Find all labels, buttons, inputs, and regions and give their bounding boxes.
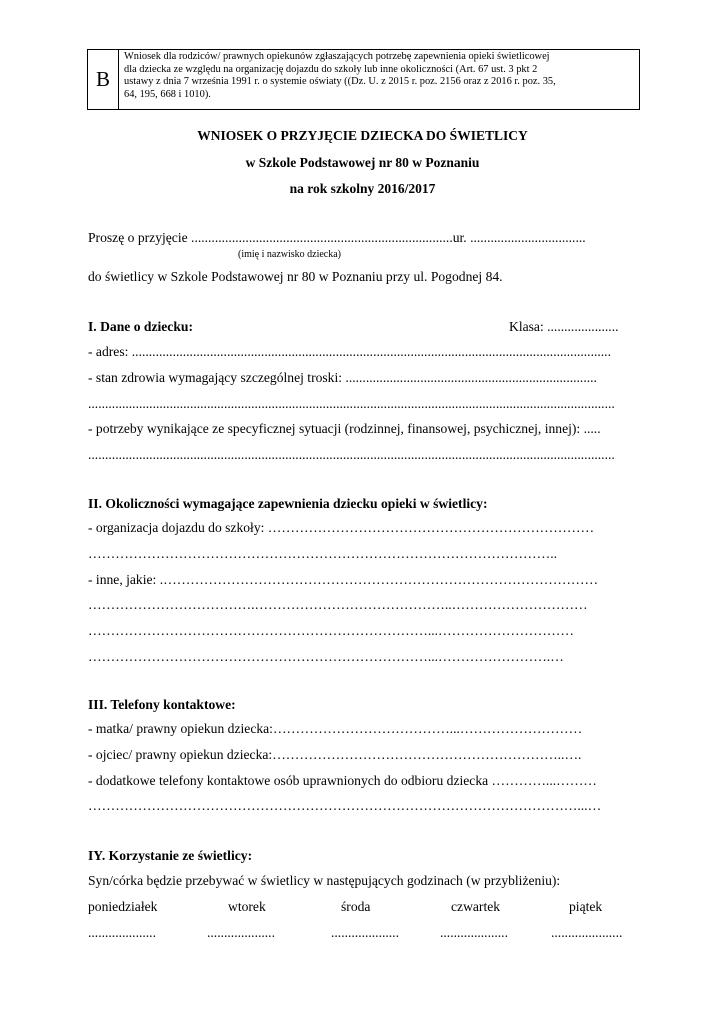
day-friday: piątek [569,899,603,914]
health-field[interactable]: - stan zdrowia wymagający szczególnej troski: .......................................................................... [88,370,597,385]
other-field-continued[interactable]: ……………………………….……………………………………..………………………… [88,597,588,612]
legal-basis-line: ustawy z dnia 7 września 1991 r. o systemie oświaty ((Dz. U. z 2015 r. poz. 2156 oraz z 2016 r. poz. 35, [124,76,556,88]
address-field[interactable]: - adres: ............................................................................................................................................. [88,344,611,359]
school-name: w Szkole Podstawowej nr 80 w Poznaniu [245,155,480,170]
other-field[interactable]: - inne, jakie: .…………………………………………………………………………………… [88,572,599,587]
section-4-heading: IY. Korzystanie ze świetlicy: [88,848,253,863]
mother-phone-field[interactable]: - matka/ prawny opiekun dziecka:…………………………………...……………………… [88,721,583,736]
day-monday: poniedziałek [88,899,158,914]
info-box [87,49,640,110]
legal-basis-line: 64, 195, 668 i 1010). [124,88,211,100]
commute-field-continued[interactable]: ………………………………………………………………………………………….. [88,546,557,561]
hours-tuesday-field[interactable]: .................... [207,925,275,940]
additional-phone-field-continued[interactable]: ………………………………………………………………………………………………...… [88,798,602,813]
health-field-continued[interactable]: ........................................................................................................................................................... [88,396,615,411]
additional-phone-field[interactable]: - dodatkowe telefony kontaktowe osób uprawnionych do odbioru dziecka …………...……… [88,773,597,788]
section-2-heading: II. Okoliczności wymagające zapewnienia dziecku opieki w świetlicy: [88,496,488,511]
legal-basis-line: dla dziecka ze względu na organizację dojazdu do szkoły lub inne okoliczności (Art. 67 ust. 3 pkt 2 [124,63,538,75]
name-note: (imię i nazwisko dziecka) [238,249,342,260]
father-phone-field[interactable]: - ojciec/ prawny opiekun dziecka:………………………………………………………..…. [88,747,582,762]
hours-friday-field[interactable]: ..................... [551,925,623,940]
other-field-continued[interactable]: …………………………………………………………………...…………………….… [88,649,564,664]
request-line[interactable]: Proszę o przyjęcie .............................................................................ur. .................................. [88,230,586,245]
destination-line: do świetlicy w Szkole Podstawowej nr 80 w Poznaniu przy ul. Pogodnej 84. [88,269,503,284]
form-letter: B [88,50,119,109]
needs-field-continued[interactable]: ........................................................................................................................................................... [88,447,615,462]
section-3-heading: III. Telefony kontaktowe: [88,697,236,712]
hours-thursday-field[interactable]: .................... [440,925,508,940]
day-tuesday: wtorek [228,899,266,914]
section-1-heading: I. Dane o dziecku: [88,319,193,334]
legal-basis-line: Wniosek dla rodziców/ prawnych opiekunów zgłaszających potrzebę zapewnienia opieki świetlicowej [124,51,550,62]
commute-field[interactable]: - organizacja dojazdu do szkoły: ……………………………………………………………… [88,520,595,535]
school-year: na rok szkolny 2016/2017 [289,181,436,196]
day-wednesday: środa [341,899,371,914]
class-field[interactable]: Klasa: ..................... [509,319,619,334]
document-title: WNIOSEK O PRZYJĘCIE DZIECKA DO ŚWIETLICY [197,128,528,143]
hours-monday-field[interactable]: .................... [88,925,156,940]
needs-field[interactable]: - potrzeby wynikające ze specyficznej sytuacji (rodzinnej, finansowej, psychicznej, innej): ..... [88,421,601,436]
attendance-intro: Syn/córka będzie przebywać w świetlicy w następujących godzinach (w przybliżeniu): [88,873,561,888]
other-field-continued[interactable]: …………………………………………………………………...………………………… [88,623,574,638]
day-thursday: czwartek [451,899,501,914]
legal-basis-text [119,50,639,109]
hours-wednesday-field[interactable]: .................... [331,925,399,940]
